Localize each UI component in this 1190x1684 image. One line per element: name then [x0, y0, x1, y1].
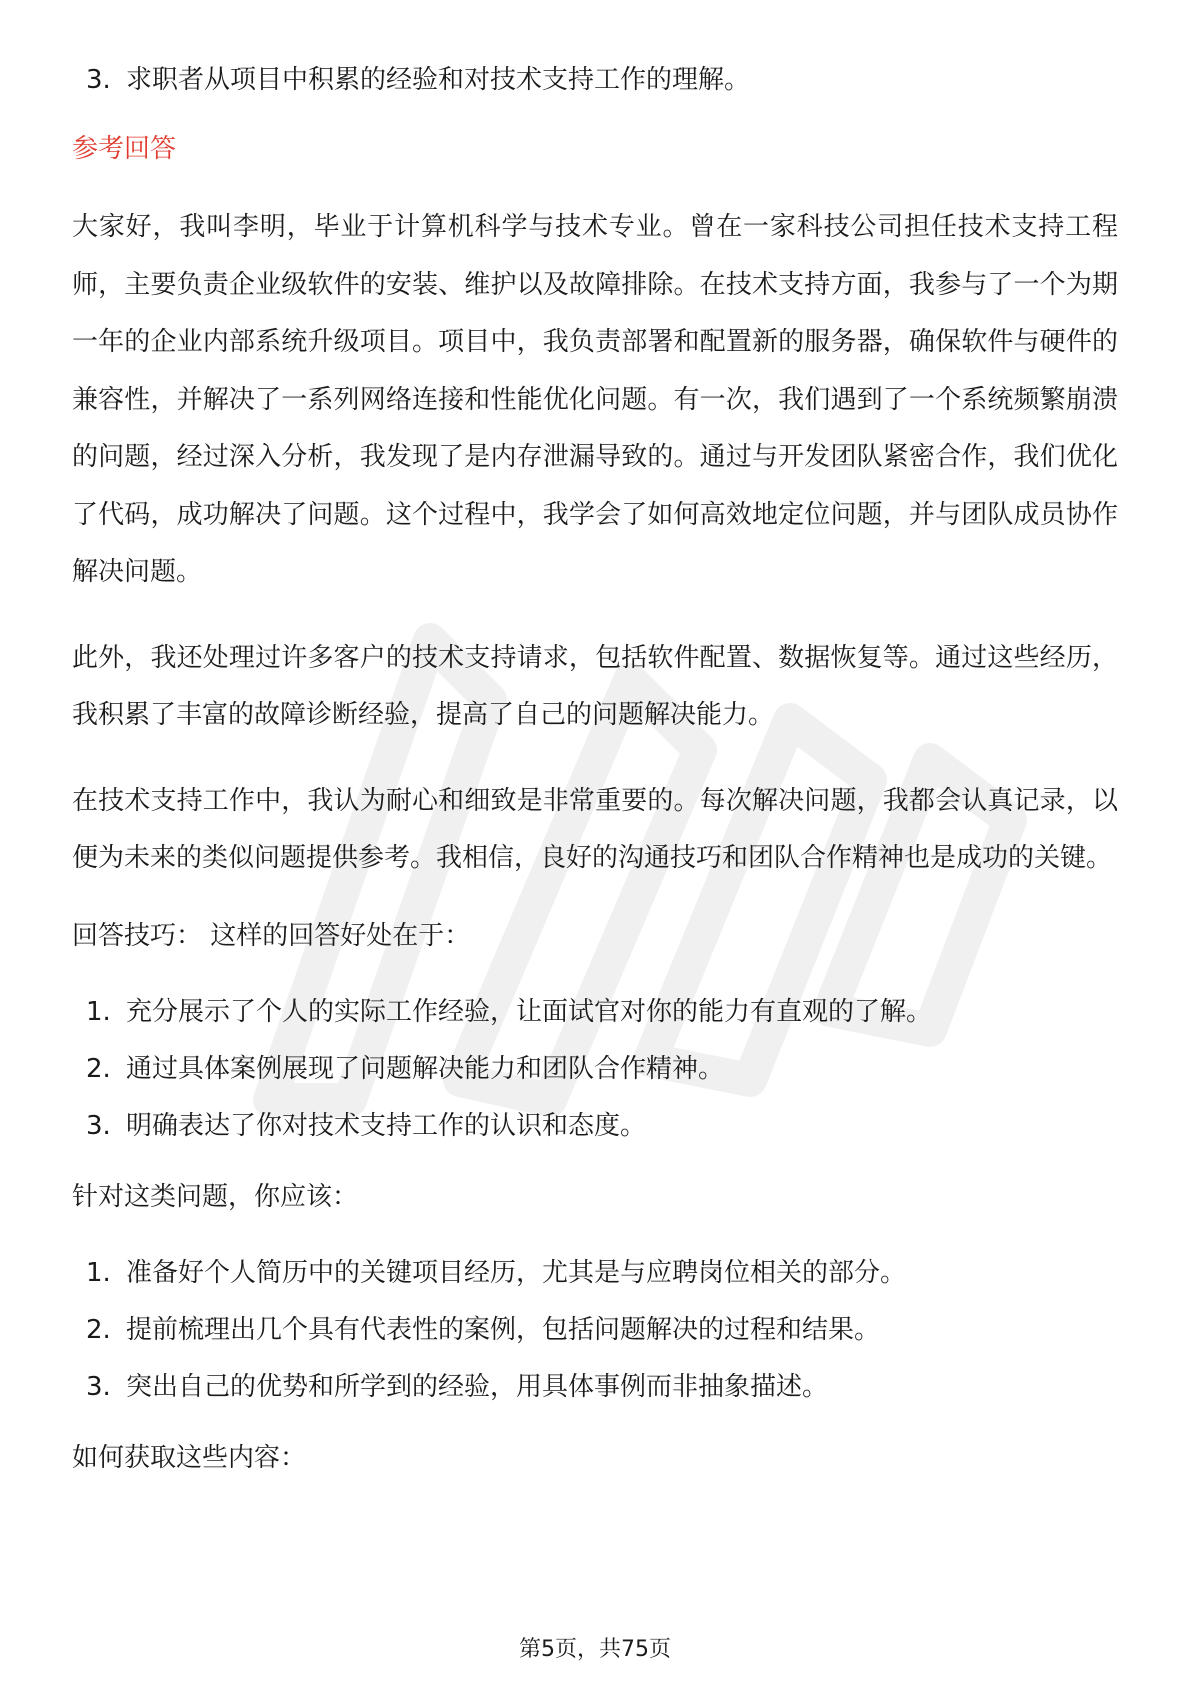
- answer-paragraph-3: 在技术支持工作中，我认为耐心和细致是非常重要的。每次解决问题，我都会认真记录，以便为未来的类似问题提供参考。我相信，良好的沟通技巧和团队合作精神也是成功的关键。: [72, 785, 1118, 873]
- page-number-footer: 第5页，共75页: [519, 1637, 671, 1662]
- should-list: [72, 1245, 1118, 1416]
- list-item: [72, 1098, 1118, 1155]
- criteria-list-continued: [72, 52, 1118, 109]
- list-text: 通过具体案例展现了问题解决能力和团队合作精神。: [126, 1053, 725, 1084]
- list-number: 1.: [86, 1257, 111, 1288]
- list-item: [72, 1041, 1118, 1098]
- list-text: 求职者从项目中积累的经验和对技术支持工作的理解。: [126, 65, 751, 95]
- reference-answer-heading: 参考回答: [72, 134, 177, 164]
- tips-list: [72, 984, 1118, 1155]
- answer-paragraph-1: 大家好，我叫李明，毕业于计算机科学与技术专业。曾在一家科技公司担任技术支持工程师，主要负责企业级软件的安装、维护以及故障排除。在技术支持方面，我参与了一个为期一年的企业内部系统升级项目。项目中，我负责部署和配置新的服务器，确保软件与硬件的兼容性，并解决了一系列网络连接和性能优化问题。有一次，我们遇到了一个系统频繁崩溃的问题，经过深入分析，我发现了是内存泄漏导致的。通过与开发团队紧密合作，我们优化了代码，成功解决了问题。这个过程中，我学会了如何高效地定位问题，并与团队成员协作解决问题。: [72, 212, 1118, 587]
- list-number: 2.: [86, 1053, 111, 1084]
- list-text: 突出自己的优势和所学到的经验，用具体事例而非抽象描述。: [126, 1371, 829, 1402]
- list-number: 3.: [86, 1110, 111, 1141]
- should-label: 针对这类问题，你应该：: [72, 1181, 359, 1212]
- list-item: [72, 52, 1118, 109]
- page-content: [72, 52, 1118, 1506]
- list-text: 充分展示了个人的实际工作经验，让面试官对你的能力有直观的了解。: [126, 996, 933, 1027]
- list-text: 明确表达了你对技术支持工作的认识和态度。: [126, 1110, 647, 1141]
- list-number: 2.: [86, 1314, 111, 1345]
- list-item: [72, 1245, 1118, 1302]
- list-item: [72, 1302, 1118, 1359]
- list-number: 3.: [86, 1371, 111, 1402]
- list-text: 提前梳理出几个具有代表性的案例，包括问题解决的过程和结果。: [126, 1314, 881, 1345]
- list-item: [72, 1359, 1118, 1416]
- list-item: [72, 984, 1118, 1041]
- tips-label: 回答技巧： 这样的回答好处在于：: [72, 920, 471, 951]
- howto-label: 如何获取这些内容：: [72, 1442, 307, 1473]
- answer-paragraph-2: 此外，我还处理过许多客户的技术支持请求，包括软件配置、数据恢复等。通过这些经历，我积累了丰富的故障诊断经验，提高了自己的问题解决能力。: [72, 642, 1118, 730]
- list-number: 3.: [86, 65, 111, 95]
- list-number: 1.: [86, 996, 111, 1027]
- list-text: 准备好个人简历中的关键项目经历，尤其是与应聘岗位相关的部分。: [126, 1257, 907, 1288]
